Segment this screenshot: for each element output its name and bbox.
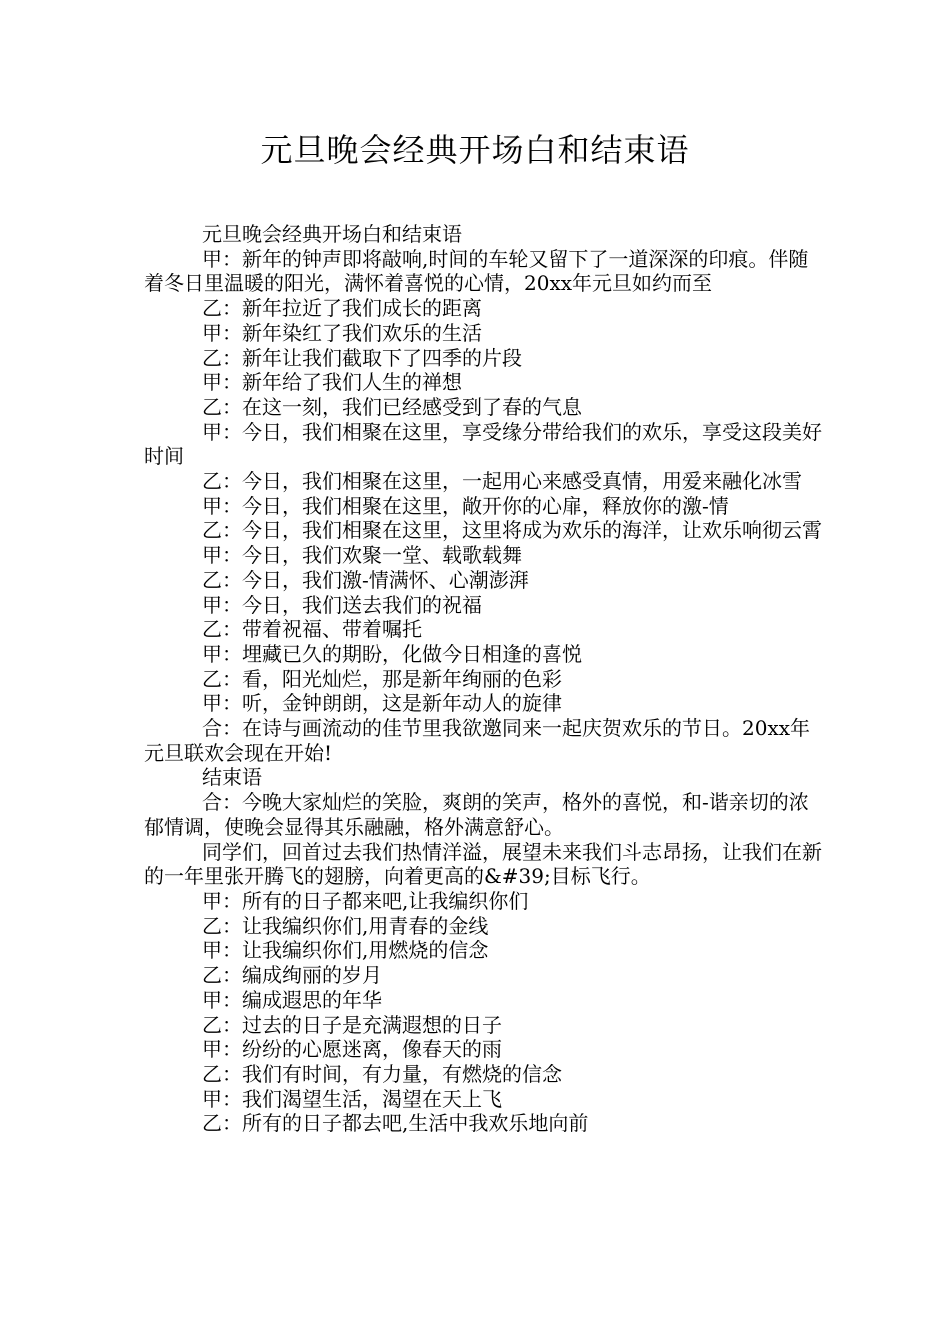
paragraph: 甲：听，金钟朗朗，这是新年动人的旋律 <box>202 691 562 716</box>
paragraph: 甲：今日，我们相聚在这里，敞开你的心扉，释放你的激-情 <box>202 493 729 518</box>
paragraph: 甲：让我编织你们,用燃烧的信念 <box>202 938 489 963</box>
paragraph: 合：在诗与画流动的佳节里我欲邀同来一起庆贺欢乐的节日。20xx年元旦联欢会现在开始! <box>144 716 811 765</box>
paragraph: 乙：新年让我们截取下了四季的片段 <box>202 345 522 370</box>
paragraph: 甲：今日，我们欢聚一堂、载歌载舞 <box>202 543 522 568</box>
paragraph: 甲：新年的钟声即将敲响,时间的车轮又留下了一道深深的印痕。伴随着冬日里温暖的阳光，满怀着喜悦的心情，20xx年元旦如约而至 <box>144 246 809 296</box>
paragraph: 甲：埋藏已久的期盼，化做今日相逢的喜悦 <box>202 641 582 666</box>
document-body <box>144 222 824 1136</box>
paragraph: 乙：过去的日子是充满遐想的日子 <box>202 1012 502 1037</box>
paragraph: 乙：编成绚丽的岁月 <box>202 963 382 988</box>
document-title: 元旦晚会经典开场白和结束语 <box>260 131 690 169</box>
paragraph: 甲：今日，我们相聚在这里，享受缘分带给我们的欢乐，享受这段美好时间 <box>144 419 822 469</box>
paragraph: 乙：让我编织你们,用青春的金线 <box>202 913 489 938</box>
paragraph: 乙：今日，我们相聚在这里，一起用心来感受真情，用爱来融化冰雪 <box>202 469 802 494</box>
paragraph: 合：今晚大家灿烂的笑脸，爽朗的笑声，格外的喜悦，和-谐亲切的浓郁情调，使晚会显得其乐融融，格外满意舒心。 <box>144 790 809 839</box>
paragraph: 甲：所有的日子都来吧,让我编织你们 <box>202 888 529 913</box>
paragraph: 甲：编成遐思的年华 <box>202 987 382 1012</box>
paragraph: 乙：新年拉近了我们成长的距离 <box>202 296 482 321</box>
paragraph: 乙：带着祝福、带着嘱托 <box>202 617 422 642</box>
paragraph: 乙：我们有时间，有力量，有燃烧的信念 <box>202 1061 562 1086</box>
paragraph: 甲：新年给了我们人生的禅想 <box>202 370 462 395</box>
paragraph: 甲：我们渴望生活，渴望在天上飞 <box>202 1086 502 1111</box>
paragraph: 乙：今日，我们相聚在这里，这里将成为欢乐的海洋，让欢乐响彻云霄 <box>202 518 822 543</box>
paragraph: 乙：看，阳光灿烂，那是新年绚丽的色彩 <box>202 666 562 691</box>
paragraph: 同学们，回首过去我们热情洋溢，展望未来我们斗志昂扬，让我们在新的一年里张开腾飞的翅膀，向着更高的&#39;目标飞行。 <box>144 839 822 889</box>
paragraph: 甲：新年染红了我们欢乐的生活 <box>202 320 482 345</box>
paragraph: 甲：纷纷的心愿迷离，像春天的雨 <box>202 1037 502 1062</box>
section-heading: 结束语 <box>202 765 262 790</box>
paragraph: 乙：今日，我们激-情满怀、心潮澎湃 <box>202 567 529 592</box>
paragraph: 元旦晚会经典开场白和结束语 <box>202 222 462 246</box>
paragraph: 乙：所有的日子都去吧,生活中我欢乐地向前 <box>202 1111 589 1136</box>
paragraph: 甲：今日，我们送去我们的祝福 <box>202 592 482 617</box>
paragraph: 乙：在这一刻，我们已经感受到了春的气息 <box>202 394 582 419</box>
